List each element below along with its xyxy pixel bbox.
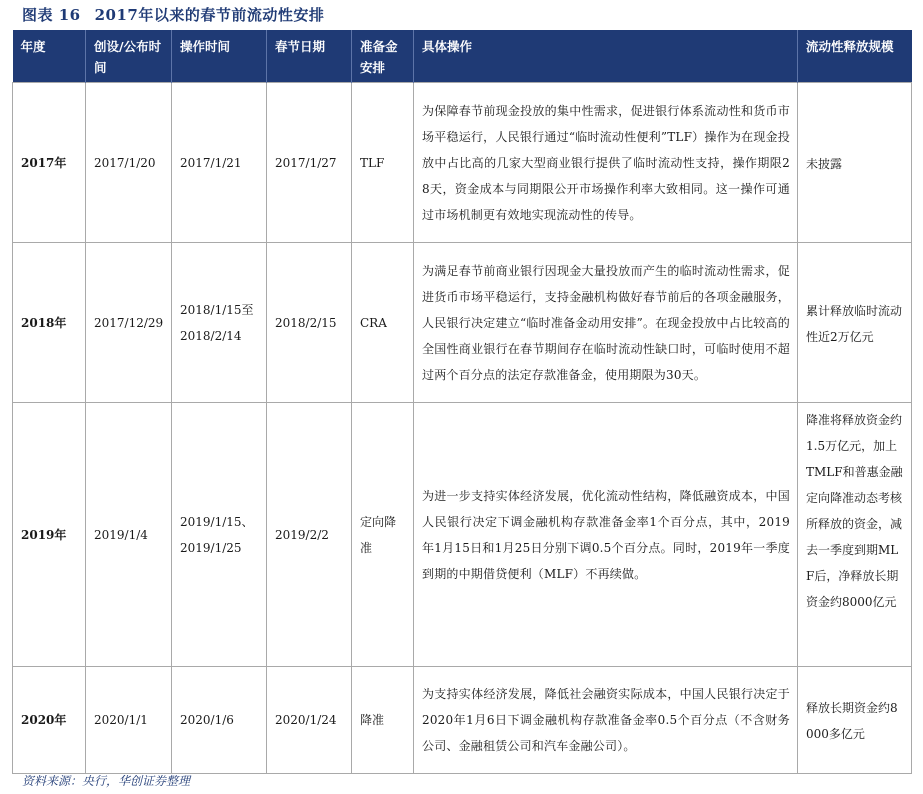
cell-festival: 2019/2/2 [267, 403, 352, 667]
cell-op-time: 2020/1/6 [172, 667, 267, 774]
cell-release: 累计释放临时流动性近2万亿元 [798, 243, 912, 403]
cell-festival: 2017/1/27 [267, 83, 352, 243]
cell-detail: 为进一步支持实体经济发展，优化流动性结构，降低融资成本，中国人民银行决定下调金融机构存款准备金率1个百分点，其中，2019年1月15日和1月25日分别下调0.5个百分点。同时，2019年一季度到期的中期借贷便利（MLF）不再续做。 [414, 403, 798, 667]
table-row [13, 83, 912, 243]
table-row [13, 667, 912, 774]
cell-detail: 为保障春节前现金投放的集中性需求，促进银行体系流动性和货币市场平稳运行，人民银行通过“临时流动性便利”TLF）操作为在现金投放中占比高的几家大型商业银行提供了临时流动性支持，操作期限28天，资金成本与同期限公开市场操作利率大致相同。这一操作可通过市场机制更有效地实现流动性的传导。 [414, 83, 798, 243]
header-reserve: 准备金安排 [352, 30, 414, 83]
header-op-time: 操作时间 [172, 30, 267, 83]
cell-op-time: 2017/1/21 [172, 83, 267, 243]
header-year: 年度 [13, 30, 86, 83]
header-festival: 春节日期 [267, 30, 352, 83]
cell-release: 释放长期资金约8000多亿元 [798, 667, 912, 774]
figure-title-text: 2017年以来的春节前流动性安排 [94, 6, 325, 24]
cell-created: 2017/12/29 [86, 243, 172, 403]
cell-release: 未披露 [798, 83, 912, 243]
figure-title [22, 4, 338, 25]
header-created: 创设/公布时间 [86, 30, 172, 83]
cell-year: 2019年 [13, 403, 86, 667]
cell-year: 2017年 [13, 83, 86, 243]
source-note: 资料来源：央行，华创证券整理 [22, 774, 191, 788]
cell-detail: 为支持实体经济发展，降低社会融资实际成本，中国人民银行决定于2020年1月6日下调金融机构存款准备金率0.5个百分点（不含财务公司、金融租赁公司和汽车金融公司）。 [414, 667, 798, 774]
cell-created: 2019/1/4 [86, 403, 172, 667]
cell-festival: 2020/1/24 [267, 667, 352, 774]
cell-created: 2020/1/1 [86, 667, 172, 774]
cell-reserve: TLF [352, 83, 414, 243]
cell-op-time: 2018/1/15至2018/2/14 [172, 243, 267, 403]
table-row [13, 403, 912, 667]
header-detail: 具体操作 [414, 30, 798, 83]
cell-created: 2017/1/20 [86, 83, 172, 243]
cell-release: 降准将释放资金约1.5万亿元，加上TMLF和普惠金融定向降准动态考核所释放的资金，减去一季度到期MLF后，净释放长期资金约8000亿元 [798, 403, 912, 667]
liquidity-arrangement-table [12, 30, 912, 774]
header-row [13, 30, 912, 83]
cell-detail: 为满足春节前商业银行因现金大量投放而产生的临时流动性需求，促进货币市场平稳运行，支持金融机构做好春节前后的各项金融服务，人民银行决定建立“临时准备金动用安排”。在现金投放中占比较高的全国性商业银行在春节期间存在临时流动性缺口时，可临时使用不超过两个百分点的法定存款准备金，使用期限为30天。 [414, 243, 798, 403]
cell-reserve: CRA [352, 243, 414, 403]
table-row [13, 243, 912, 403]
cell-festival: 2018/2/15 [267, 243, 352, 403]
cell-year: 2018年 [13, 243, 86, 403]
header-release: 流动性释放规模 [798, 30, 912, 83]
cell-reserve: 降准 [352, 667, 414, 774]
cell-year: 2020年 [13, 667, 86, 774]
cell-reserve: 定向降准 [352, 403, 414, 667]
figure-label: 图表 16 [22, 6, 81, 24]
cell-op-time: 2019/1/15、2019/1/25 [172, 403, 267, 667]
